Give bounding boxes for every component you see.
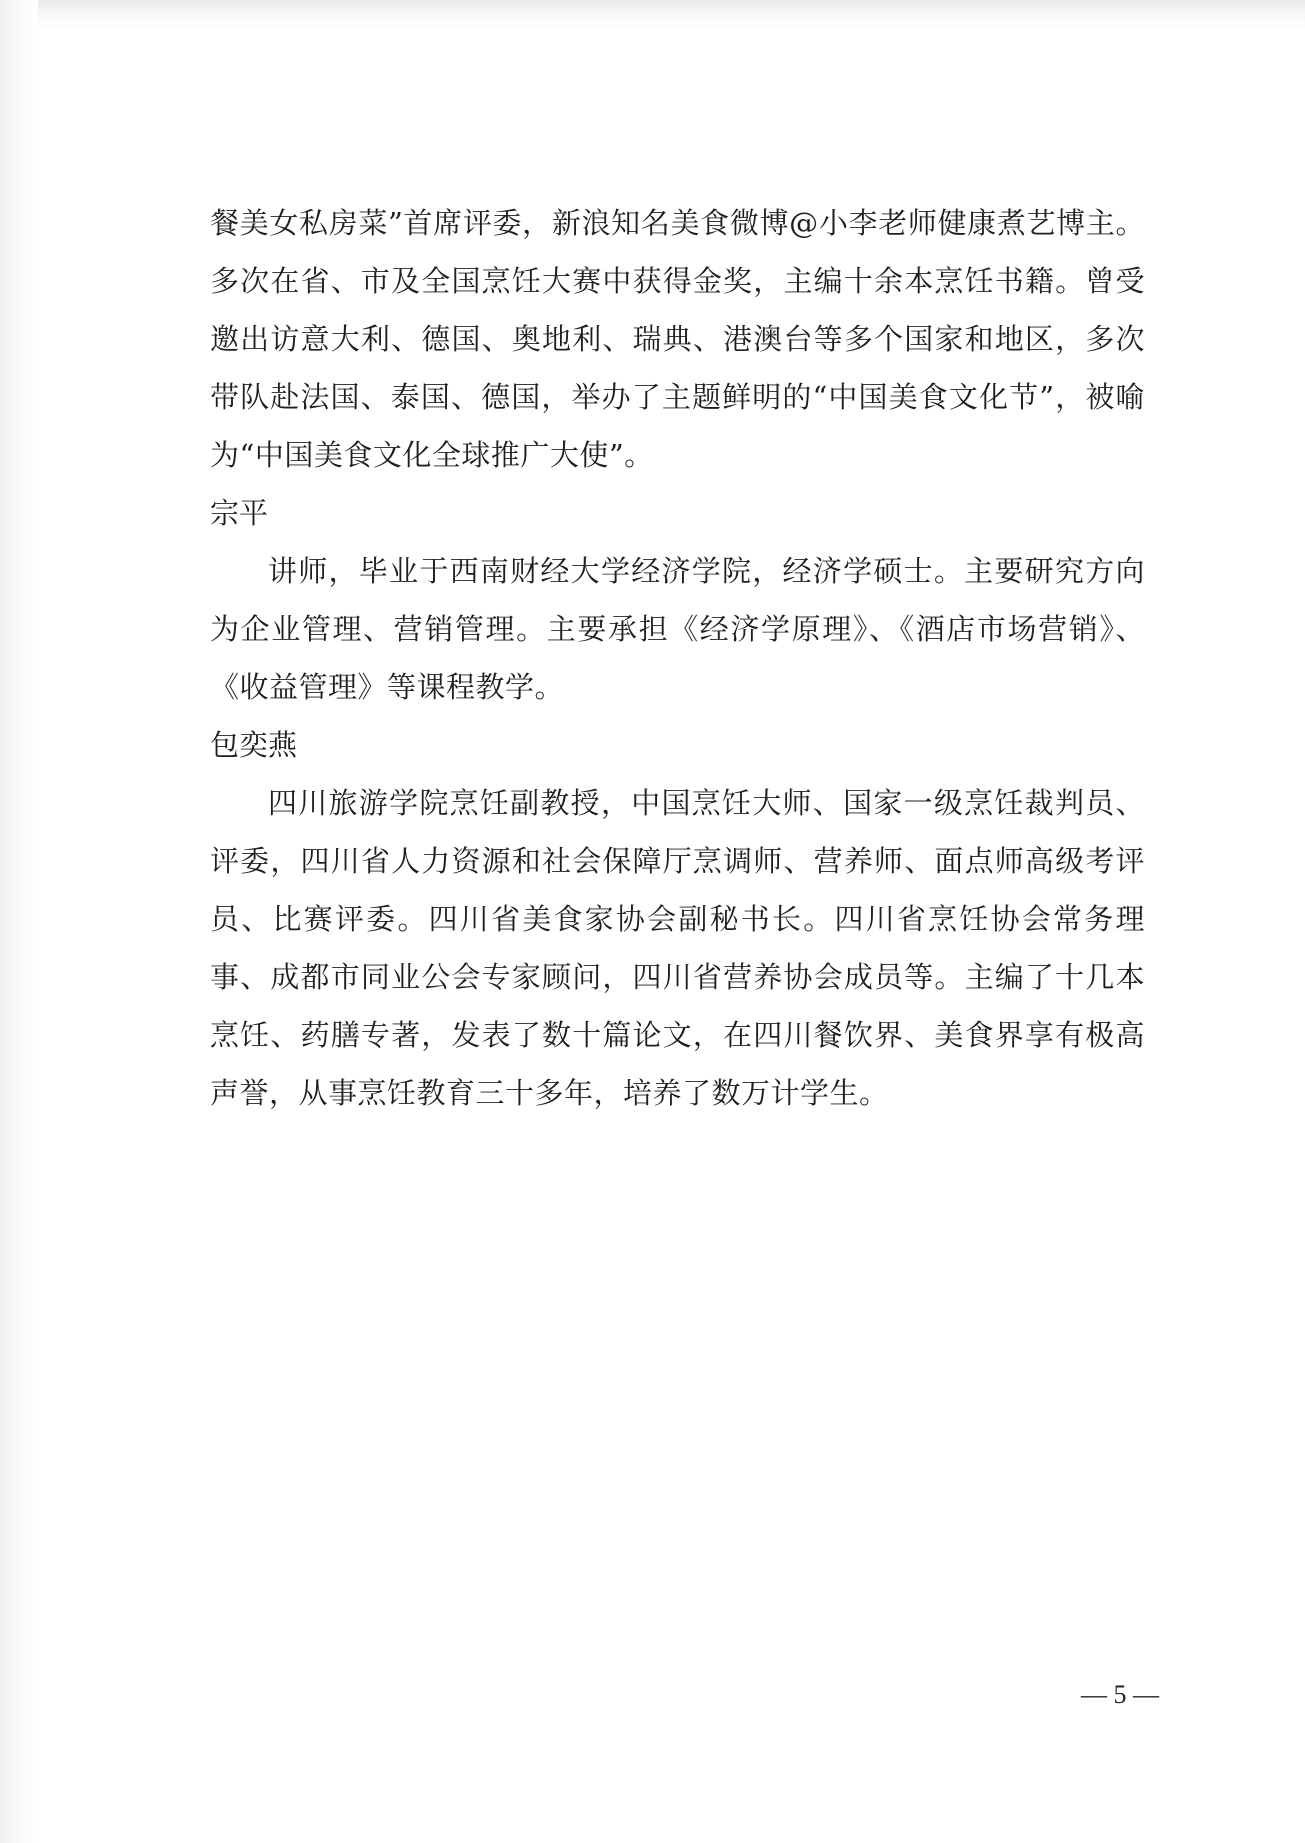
person-name-zongping: 宗平 [210, 496, 269, 530]
scan-edge-top [0, 0, 1305, 30]
continued-bio-paragraph: 餐美女私房菜”首席评委，新浪知名美食微博@小李老师健康煮艺博主。多次在省、市及全国烹饪大赛中获得金奖，主编十余本烹饪书籍。曾受邀出访意大利、德国、奥地利、瑞典、港澳台等多个国家和地区，多次带队赴法国、泰国、德国，举办了主题鲜明的“中国美食文化节”，被喻为“中国美食文化全球推广大使”。 [210, 206, 1145, 472]
page-number: — 5 — [1081, 1680, 1159, 1709]
person-name-baoyiyan: 包奕燕 [210, 728, 298, 762]
person-bio-baoyiyan: 四川旅游学院烹饪副教授，中国烹饪大师、国家一级烹饪裁判员、评委，四川省人力资源和社会保障厅烹调师、营养师、面点师高级考评员、比赛评委。四川省美食家协会副秘书长。四川省烹饪协会常务理事、成都市同业公会专家顾问，四川省营养协会成员等。主编了十几本烹饪、药膳专著，发表了数十篇论文，在四川餐饮界、美食界享有极高声誉，从事烹饪教育三十多年，培养了数万计学生。 [210, 786, 1145, 1110]
person-bio-zongping: 讲师，毕业于西南财经大学经济学院，经济学硕士。主要研究方向为企业管理、营销管理。主要承担《经济学原理》、《酒店市场营销》、《收益管理》等课程教学。 [210, 554, 1145, 704]
scan-edge-left [0, 0, 38, 1843]
document-body [210, 194, 1145, 1122]
